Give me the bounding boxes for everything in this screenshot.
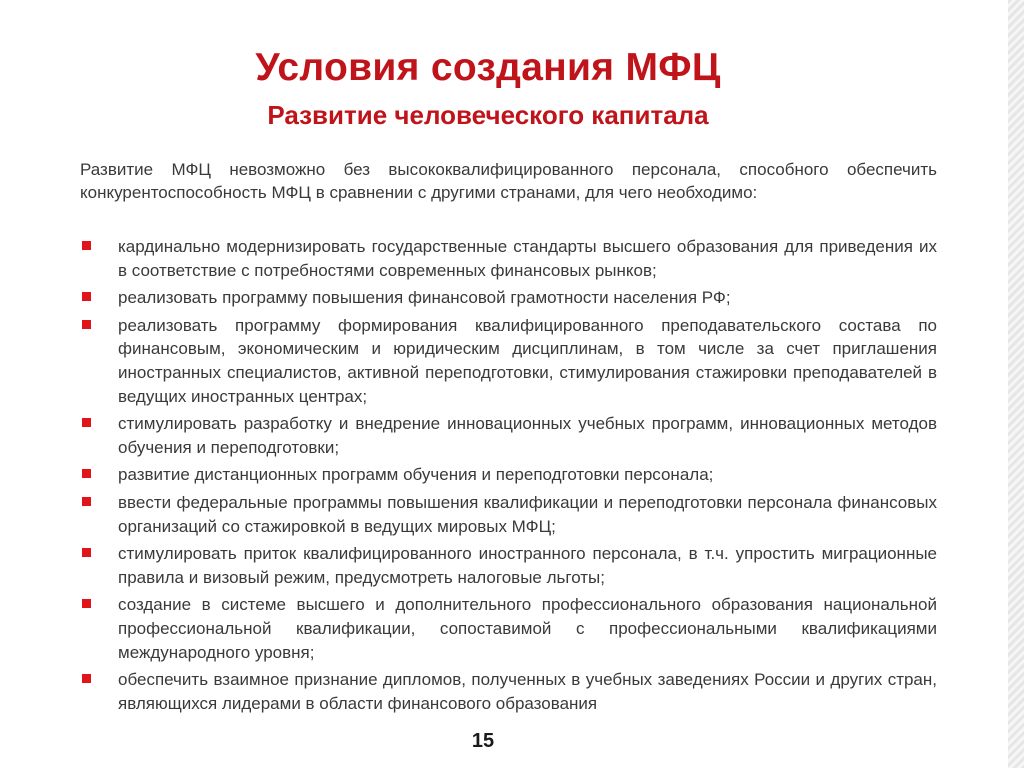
bullet-item <box>80 542 937 589</box>
bullet-item <box>80 668 937 715</box>
bullet-item <box>80 491 937 538</box>
bullet-text: стимулировать разработку и внедрение инновационных учебных программ, инновационных методов обучения и переподготовки; <box>118 414 937 457</box>
bullet-item <box>80 412 937 459</box>
bullet-text: развитие дистанционных программ обучения и переподготовки персонала; <box>118 465 714 485</box>
bullet-item <box>80 286 937 310</box>
bullet-item <box>80 463 937 487</box>
bullet-text: ввести федеральные программы повышения квалификации и переподготовки персонала финансовых организаций со стажировкой в ведущих мировых МФЦ; <box>118 492 937 536</box>
square-bullet-icon <box>82 674 91 683</box>
slide-title: Условия создания МФЦ <box>255 46 721 89</box>
square-bullet-icon <box>82 418 91 427</box>
bullet-text: реализовать программу формирования квалифицированного преподавательского состава по финансовым, экономическим и юридическим дисциплинам, в том числе за счет приглашения иностранных специалистов, активной переподготовки, стимулирования стажировки преподавателей в ведущих иностранных центрах; <box>118 315 937 406</box>
bullet-text: кардинально модернизировать государственные стандарты высшего образования для приведения их в соответствие с потребностями современных финансовых рынков; <box>118 237 937 280</box>
square-bullet-icon <box>82 599 91 608</box>
decorative-stripe <box>1008 0 1024 768</box>
bullet-item <box>80 235 937 282</box>
bullet-text: реализовать программу повышения финансовой грамотности населения РФ; <box>118 288 731 308</box>
page-number: 15 <box>471 730 495 752</box>
square-bullet-icon <box>82 497 91 506</box>
square-bullet-icon <box>82 320 91 329</box>
square-bullet-icon <box>82 548 91 557</box>
square-bullet-icon <box>82 469 91 478</box>
intro-paragraph: Развитие МФЦ невозможно без высококвалифицированного персонала, способного обеспечить конкурентоспособность МФЦ в сравнении с другими странами, для чего необходимо: <box>80 160 937 202</box>
bullet-text: создание в системе высшего и дополнительного профессионального образования национальной профессиональной квалификации, сопоставимой с профессиональными квалификациями международного уровня; <box>118 595 937 662</box>
bullet-list <box>80 235 937 719</box>
bullet-text: обеспечить взаимное признание дипломов, полученных в учебных заведениях России и других стран, являющихся лидерами в области финансового образования <box>118 670 937 713</box>
bullet-item <box>80 593 937 664</box>
slide-subtitle: Развитие человеческого капитала <box>267 100 709 130</box>
square-bullet-icon <box>82 241 91 250</box>
square-bullet-icon <box>82 292 91 301</box>
bullet-item <box>80 314 937 408</box>
bullet-text: стимулировать приток квалифицированного иностранного персонала, в т.ч. упростить миграционные правила и визовый режим, предусмотреть налоговые льготы; <box>118 544 937 587</box>
